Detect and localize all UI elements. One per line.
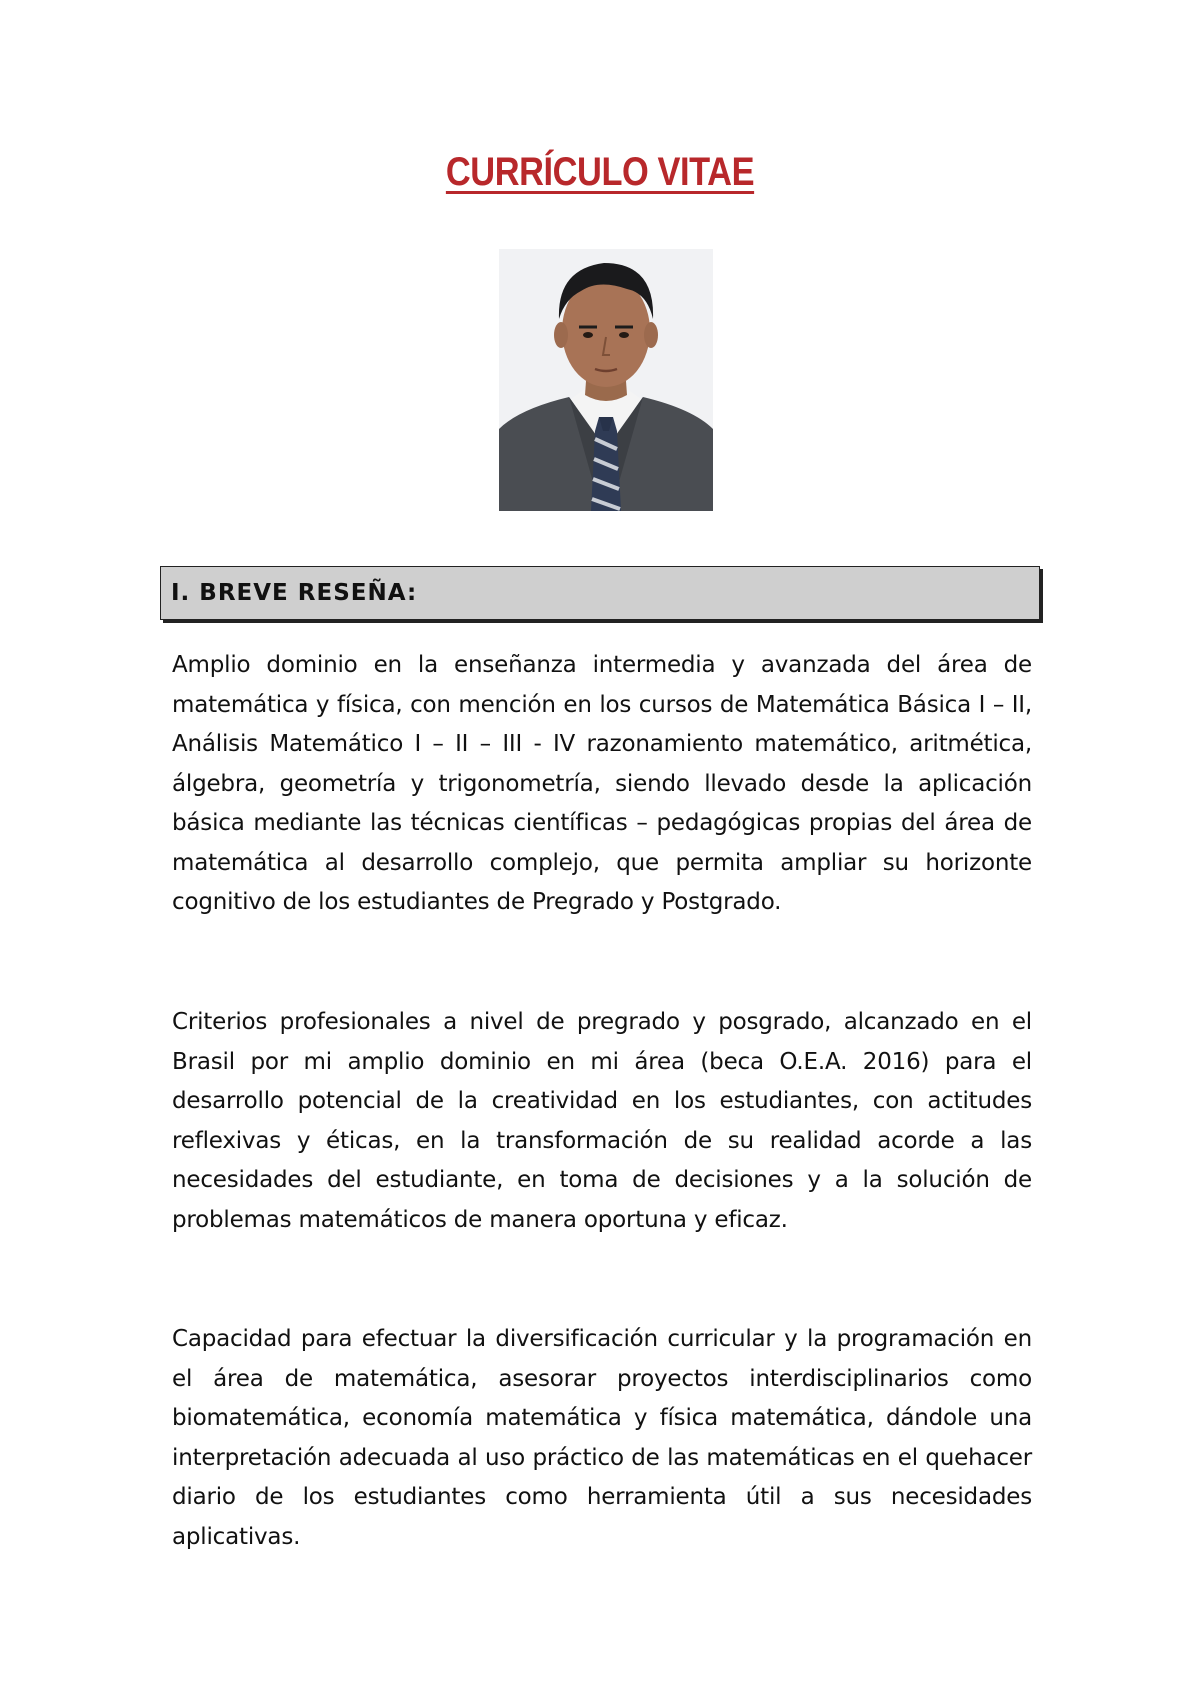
- paragraph-1: Amplio dominio en la enseñanza intermedia y avanzada del área de matemática y física, con mención en los cursos de Matemática Básica I – II, Análisis Matemático I – II – III - IV razonamiento matemático, aritmética, álgebra, geometría y trigonometría, siendo llevado desde la aplicación básica mediante las técnicas científicas – pedagógicas propias del área de matemática al desarrollo complejo, que permita ampliar su horizonte cognitivo de los estudiantes de Pregrado y Postgrado.: [172, 652, 1032, 915]
- paragraph-2: Criterios profesionales a nivel de pregrado y posgrado, alcanzado en el Brasil por mi amplio dominio en mi área (beca O.E.A. 2016) para el desarrollo potencial de la creatividad en los estudiantes, con actitudes reflexivas y éticas, en la transformación de su realidad acorde a las necesidades del estudiante, en toma de decisiones y a la solución de problemas matemáticos de manera oportuna y eficaz.: [172, 1009, 1032, 1233]
- paragraph-3: Capacidad para efectuar la diversificación curricular y la programación en el área de matemática, asesorar proyectos interdisciplinarios como biomatemática, economía matemática y física matemática, dándole una interpretación adecuada al uso práctico de las matemáticas en el quehacer diario de los estudiantes como herramienta útil a sus necesidades aplicativas.: [172, 1326, 1032, 1550]
- portrait-photo-icon: [499, 249, 713, 511]
- section-header-breve-resena: I. BREVE RESEÑA:: [160, 566, 1040, 620]
- page-title: CURRÍCULO VITAE: [445, 150, 755, 194]
